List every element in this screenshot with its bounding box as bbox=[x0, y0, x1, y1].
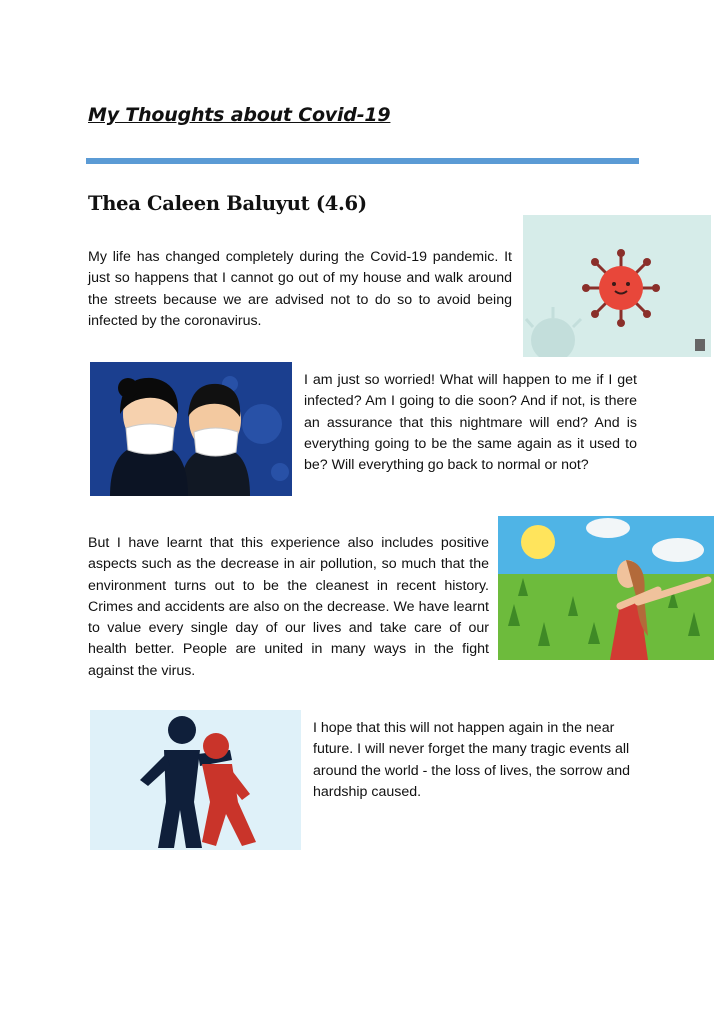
paragraph-1: My life has changed completely during the Covid-19 pandemic. It just so happens that I cannot go out of my house and walk around the streets because we are advised not to do so to avoid being infected by the coronavirus. bbox=[88, 249, 512, 329]
helping-people-illustration bbox=[90, 710, 301, 850]
masked-women-illustration bbox=[90, 362, 292, 496]
virus-icon bbox=[523, 215, 711, 357]
masked-women-icon bbox=[90, 362, 292, 496]
title-divider bbox=[86, 158, 639, 164]
author-heading: Thea Caleen Baluyut (4.6) bbox=[88, 192, 367, 215]
nature-illustration bbox=[498, 516, 714, 660]
paragraph-4: I hope that this will not happen again in the near future. I will never forget the many tragic events all around the world - the loss of lives, the sorrow and hardship caused. bbox=[313, 720, 631, 800]
paragraph-2: I am just so worried! What will happen to me if I get infected? Am I going to die soon? And if not, is there an assurance that this nightmare will end? And is everything going to be the same again as it used to be? Will everything go back to normal or not? bbox=[304, 372, 637, 474]
paragraph-3: But I have learnt that this experience also includes positive aspects such as the decrease in air pollution, so much that the environment turns out to be the cleanest in recent history. Crimes and accidents are also on the decrease. We have learnt to value every single day of our lives and take care of our health better. People are united in many ways in the fight against the virus. bbox=[88, 535, 489, 679]
virus-illustration bbox=[523, 215, 711, 357]
helping-person-icon bbox=[90, 710, 301, 850]
page-title: My Thoughts about Covid-19 bbox=[88, 104, 391, 126]
joyful-woman-nature-icon bbox=[498, 516, 714, 660]
